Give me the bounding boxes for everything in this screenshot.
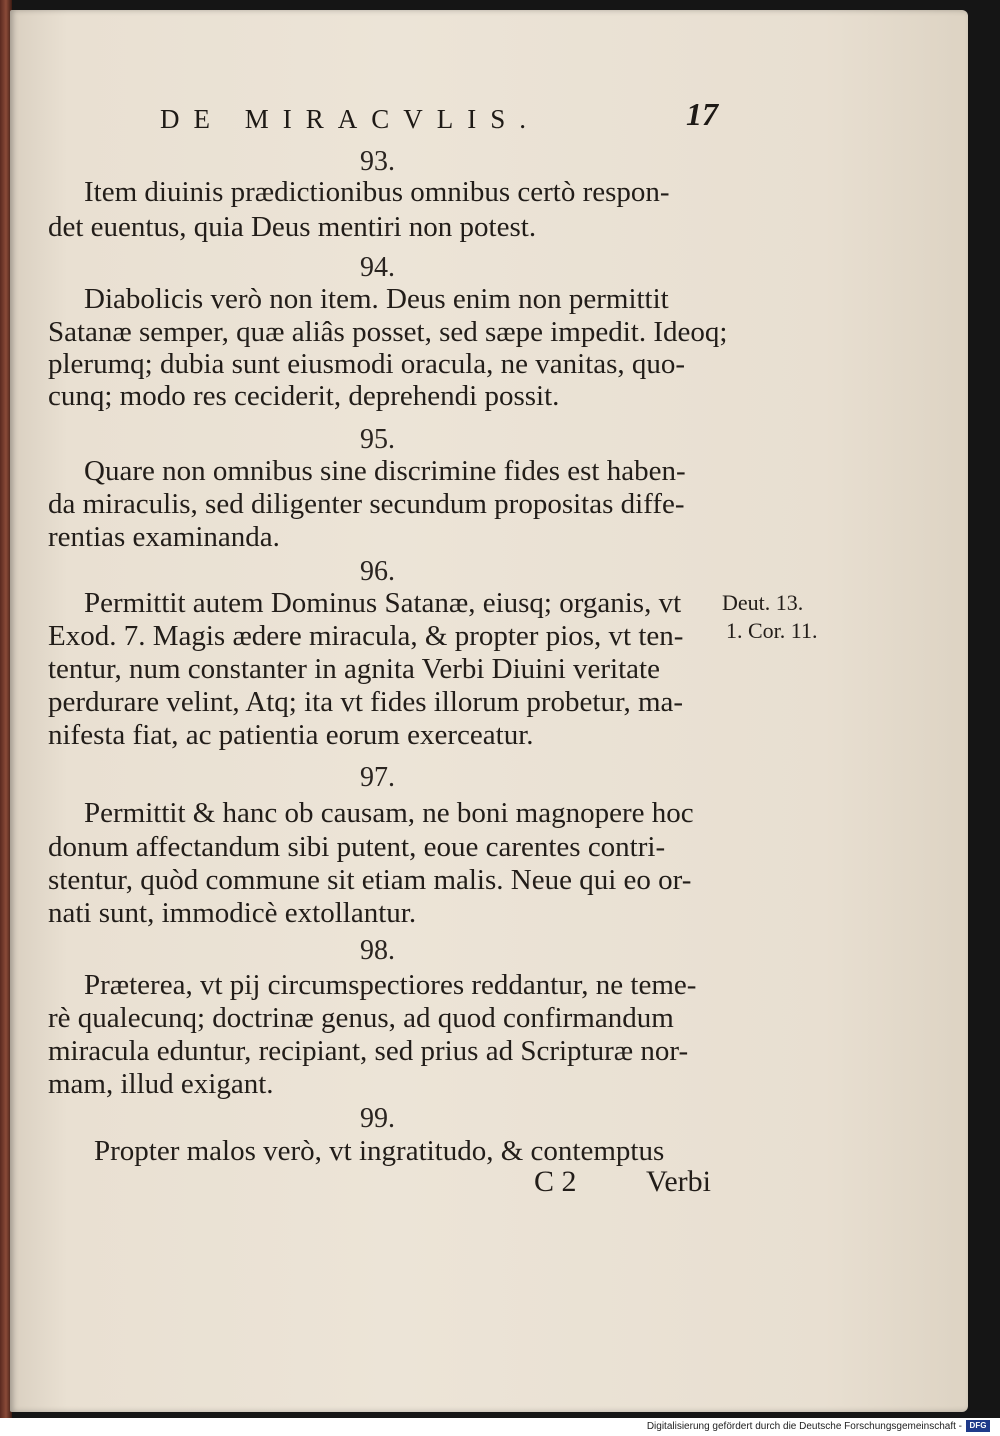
text-line: da miraculis, sed diligenter secundum propositas diffe- xyxy=(48,488,685,520)
text-line: Permittit & hanc ob causam, ne boni magnopere hoc xyxy=(84,797,694,829)
dfg-logo-icon: DFG xyxy=(966,1420,990,1432)
text-line: miracula eduntur, recipiant, sed prius ad Scripturæ nor- xyxy=(48,1035,689,1067)
signature-mark: C 2 xyxy=(534,1165,577,1198)
section-number: 99. xyxy=(360,1103,395,1134)
text-line: Item diuinis prædictionibus omnibus certò respon- xyxy=(84,176,670,208)
text-line: Permittit autem Dominus Satanæ, eiusq; organis, vt xyxy=(84,587,682,619)
text-line: cunq; modo res ceciderit, deprehendi possit. xyxy=(48,380,560,412)
text-line: plerumq; dubia sunt eiusmodi oracula, ne vanitas, quo- xyxy=(48,348,686,380)
section-number: 96. xyxy=(360,556,395,587)
section-number: 95. xyxy=(360,424,395,455)
page-number: 17 xyxy=(686,96,718,132)
text-line: nifesta fiat, ac patientia eorum exerceatur. xyxy=(48,719,534,751)
text-line: det euentus, quia Deus mentiri non potest. xyxy=(48,211,537,243)
margin-note: Deut. 13. xyxy=(722,590,804,615)
margin-note: 1. Cor. 11. xyxy=(726,618,818,643)
running-head: DE MIRACVLIS. xyxy=(160,104,541,134)
text-line: stentur, quòd commune sit etiam malis. Neue qui eo or- xyxy=(48,864,692,896)
text-line: nati sunt, immodicè extollantur. xyxy=(48,897,417,929)
catchword: Verbi xyxy=(646,1165,711,1198)
text-line: Præterea, vt pij circumspectiores reddantur, ne teme- xyxy=(84,969,697,1001)
text-line: rè qualecunq; doctrinæ genus, ad quod confirmandum xyxy=(48,1002,674,1034)
text-line: Satanæ semper, quæ aliâs posset, sed sæpe impedit. Ideoq; xyxy=(48,316,728,348)
section-number: 98. xyxy=(360,935,395,966)
funding-credit: Digitalisierung gefördert durch die Deutsche Forschungsgemeinschaft - xyxy=(646,1421,962,1432)
text-line: Quare non omnibus sine discrimine fides est haben- xyxy=(84,455,686,487)
section-number: 97. xyxy=(360,762,395,793)
text-line: rentias examinanda. xyxy=(48,521,280,553)
text-line: tentur, num constanter in agnita Verbi Diuini veritate xyxy=(48,653,660,685)
text-line: Exod. 7. Magis ædere miracula, & propter pios, vt ten- xyxy=(48,620,684,652)
text-line: Propter malos verò, vt ingratitudo, & contemptus xyxy=(94,1135,665,1167)
text-line: donum affectandum sibi putent, eoue carentes contri- xyxy=(48,831,666,863)
section-number: 93. xyxy=(360,146,395,177)
text-line: perdurare velint, Atq; ita vt fides illorum probetur, ma- xyxy=(48,686,684,718)
section-number: 94. xyxy=(360,252,395,283)
text-line: mam, illud exigant. xyxy=(48,1068,274,1100)
text-line: Diabolicis verò non item. Deus enim non permittit xyxy=(84,283,669,315)
